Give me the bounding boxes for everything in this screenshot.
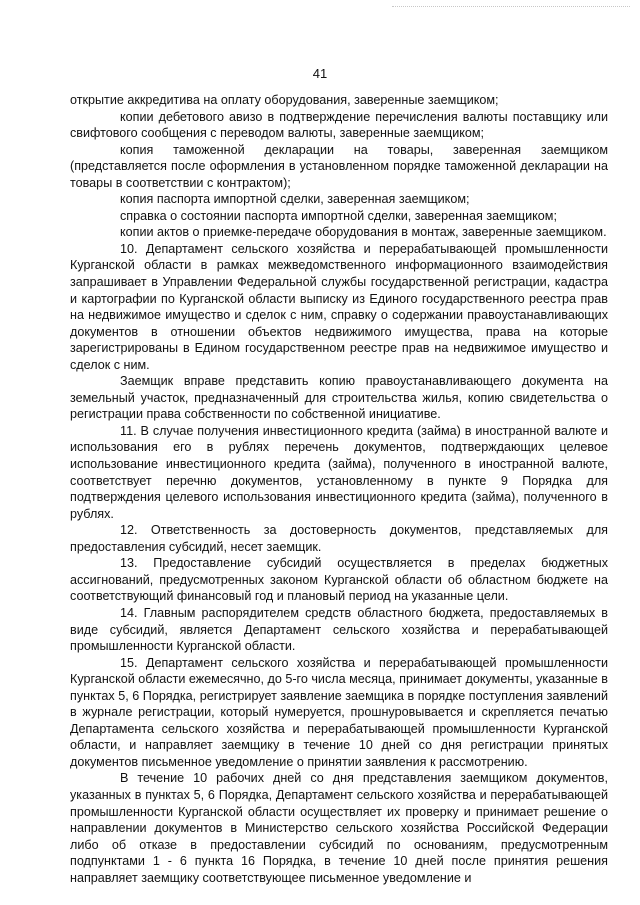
paragraph-13: 15. Департамент сельского хозяйства и перерабатывающей промышленности Курганской области ежемесячно, до 5-го числа месяца, принимает документы, указанные в пунктах 5, 6 Порядка, регистрирует заявление заемщика в порядке поступления заявлений в журнале регистрации, который нумеруется, прошнуровывается и скрепляется печатью Департамента сельского хозяйства и перерабатывающей промышленности Курганской области, и направляет заемщику в течение 10 дней со дня регистрации принятых документов письменное уведомление о принятии заявления к рассмотрению. — [70, 655, 608, 769]
paragraph-6: копии актов о приемке-передаче оборудования в монтаж, заверенные заемщиком. — [120, 225, 607, 240]
paragraph-14: В течение 10 рабочих дней со дня представления заемщиком документов, указанных в пунктах 5, 6 Порядка, Департамент сельского хозяйства и перерабатывающей промышленности Курганской области осуществляет их проверку и принимает решение о направлении документов в Министерство сельского хозяйства Российской Федерации либо об отказе в предоставлении субсидий по основаниям, предусмотренным подпунктами 1 - 6 пункта 16 Порядка, в течение 10 дней после принятия решения направляет заемщику соответствующее письменное уведомление и — [70, 771, 608, 885]
paragraph-7: 10. Департамент сельского хозяйства и перерабатывающей промышленности Курганской области в рамках межведомственного информационного взаимодействия запрашивает в Управлении Федеральной службы государственной регистрации, кадастра и картографии по Курганской области выписку из Единого государственного реестра прав на недвижимое имущество и сделок с ним, справку о содержании правоустанавливающих документов в отношении объектов недвижимого имущества, права на которые зарегистрированы в Едином государственном реестре прав на недвижимое имущество и сделок с ним. — [70, 241, 608, 372]
paragraph-2: копии дебетового авизо в подтверждение перечисления валюты поставщику или свифтового сообщения с переводом валюты, заверенные заемщиком; — [70, 109, 608, 141]
paragraph-4: копия паспорта импортной сделки, заверенная заемщиком; — [120, 192, 470, 207]
page-number: 41 — [312, 66, 328, 81]
paragraph-10: 12. Ответственность за достоверность документов, представляемых для предоставления субсидий, несет заемщик. — [70, 523, 608, 554]
paragraph-11: 13. Предоставление субсидий осуществляется в пределах бюджетных ассигнований, предусмотренных законом Курганской области об областном бюджете на соответствующий финансовый год и плановый период на указанные цели. — [70, 556, 608, 604]
paragraph-8: Заемщик вправе представить копию правоустанавливающего документа на земельный участок, предназначенный для строительства жилья, копию свидетельства о регистрации права собственности по собственной инициативе. — [70, 374, 608, 422]
document-body — [70, 92, 608, 886]
paragraph-1: открытие аккредитива на оплату оборудования, заверенные заемщиком; — [70, 93, 499, 107]
paragraph-3: копия таможенной декларации на товары, заверенная заемщиком (представляется после оформления в установленном порядке таможенной декларации на товары в соответствии с контрактом); — [70, 142, 608, 190]
scan-artifact-dots — [392, 6, 630, 9]
paragraph-5: справка о состоянии паспорта импортной сделки, заверенная заемщиком; — [120, 208, 557, 223]
paragraph-9: 11. В случае получения инвестиционного кредита (займа) в иностранной валюте и использования его в рублях перечень документов, подтверждающих целевое использование инвестиционного кредита (займа), полученного в иностранной валюте, соответствует перечню документов, установленному в пункте 9 Порядка для подтверждения целевого использования инвестиционного кредита (займа), полученного в рублях. — [70, 423, 608, 521]
paragraph-12: 14. Главным распорядителем средств областного бюджета, предоставляемых в виде субсидий, является Департамент сельского хозяйства и перерабатывающей промышленности Курганской области. — [70, 605, 608, 654]
